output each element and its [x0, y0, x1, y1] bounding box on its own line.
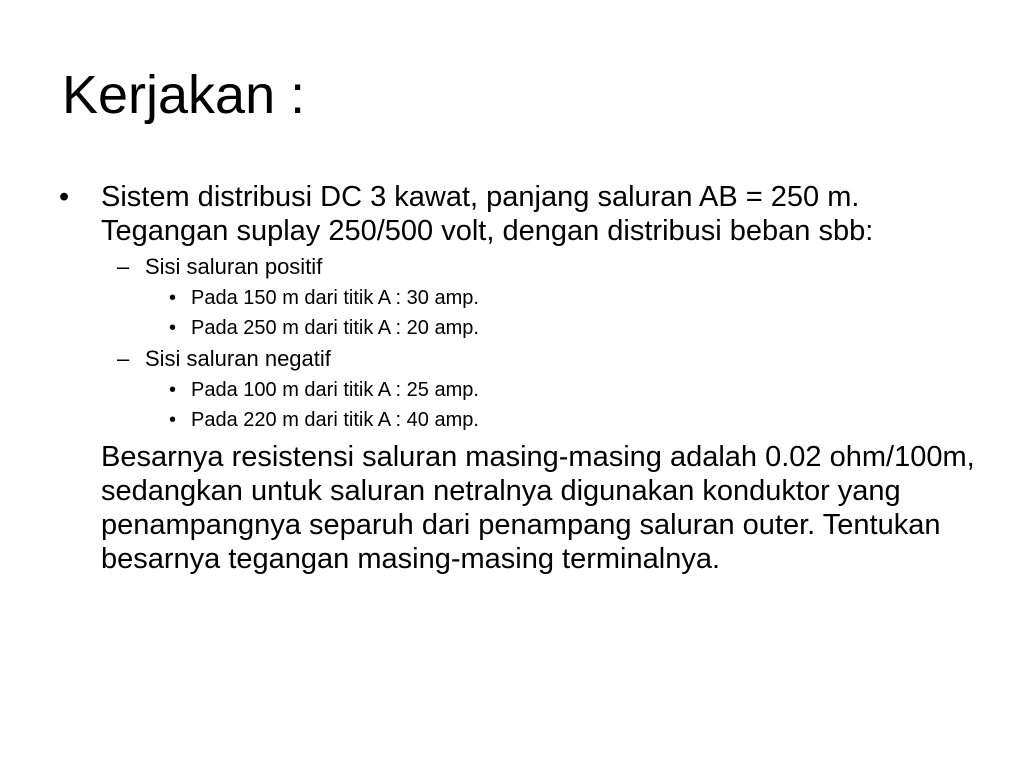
list-item-text: Pada 150 m dari titik A : 30 amp. [191, 287, 479, 309]
sub-bullet-label: Sisi saluran positif [145, 254, 323, 279]
slide-content [0, 180, 1024, 576]
list-item [169, 408, 1024, 432]
bullet-icon: • [59, 181, 70, 213]
sub-bullet-label: Sisi saluran negatif [145, 346, 331, 371]
list-item [169, 286, 1024, 310]
dash-icon: – [117, 346, 130, 371]
list-item [169, 316, 1024, 340]
bullet-icon: • [169, 409, 177, 431]
list-item-text: Pada 100 m dari titik A : 25 amp. [191, 379, 479, 401]
slide-title: Kerjakan : [62, 65, 306, 125]
main-bullet-item [59, 180, 971, 248]
list-item-text: Pada 250 m dari titik A : 20 amp. [191, 317, 479, 339]
sub-bullet-negative [117, 346, 1024, 372]
bullet-icon: • [169, 317, 177, 339]
sub-bullet-positive [117, 254, 1024, 280]
body-paragraph: Besarnya resistensi saluran masing-masing adalah 0.02 ohm/100m, sedangkan untuk saluran netralnya digunakan konduktor yang penampangnya separuh dari penampang saluran outer. Tentukan besarnya tegangan masing-masing terminalnya. [101, 441, 975, 575]
main-bullet-text: Sistem distribusi DC 3 kawat, panjang saluran AB = 250 m. Tegangan suplay 250/500 volt, dengan distribusi beban sbb: [101, 181, 874, 247]
list-item-text: Pada 220 m dari titik A : 40 amp. [191, 409, 479, 431]
dash-icon: – [117, 254, 130, 279]
bullet-icon: • [169, 287, 177, 309]
list-item [169, 378, 1024, 402]
bullet-icon: • [169, 379, 177, 401]
